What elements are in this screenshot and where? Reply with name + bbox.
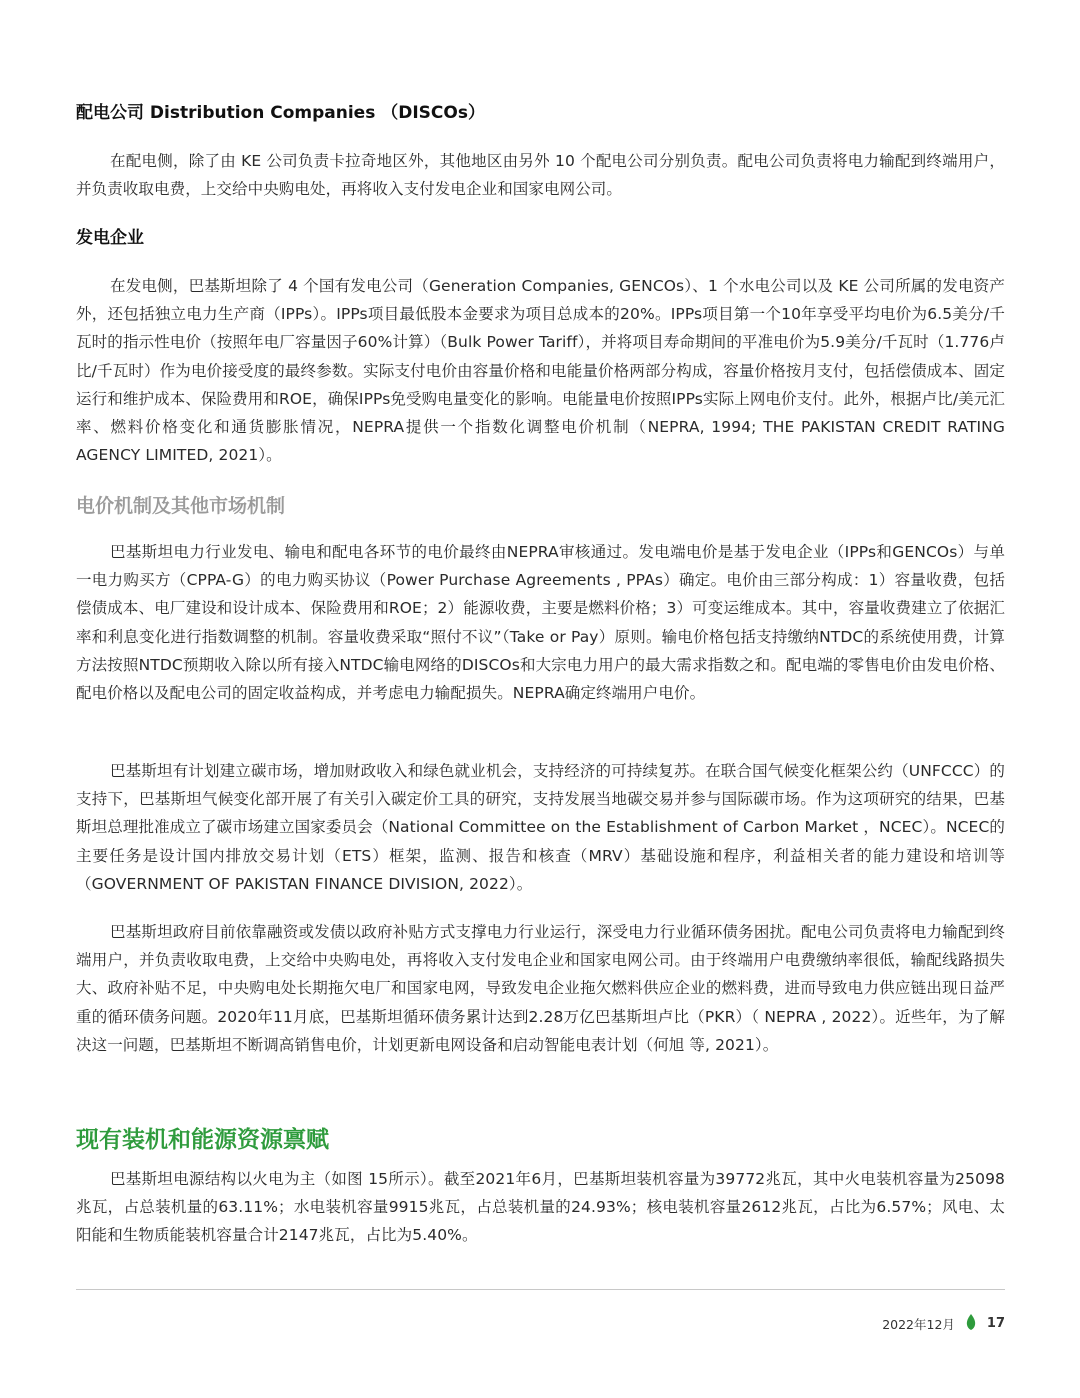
tariff-heading: 电价机制及其他市场机制	[76, 495, 286, 517]
tariff-paragraph-3: 巴基斯坦政府目前依靠融资或发债以政府补贴方式支撑电力行业运行，深受电力行业循环债务困扰。配电公司负责将电力输配到终端用户，并负责收取电费，上交给中央购电处，再将收入支付发电企业和国家电网公司。由于终端用户电费缴纳率很低，输配线路损失大、政府补贴不足，中央购电处长期拖欠电厂和国家电网，导致发电企业拖欠燃料供应企业的燃料费，进而导致电力供应链出现日益严重的循环债务问题。2020年11月底，巴基斯坦循环债务累计达到2.28万亿巴基斯坦卢比（PKR）（ NEPRA , 2022）。近些年，为了解决这一问题，巴基斯坦不断调高销售电价，计划更新电网设备和启动智能电表计划（何旭 等, 2021）。	[76, 923, 1005, 1054]
capacity-paragraph: 巴基斯坦电源结构以火电为主（如图 15所示）。截至2021年6月，巴基斯坦装机容量为39772兆瓦，其中火电装机容量为25098兆瓦，占总装机量的63.11%；水电装机容量9915兆瓦，占总装机量的24.93%；核电装机容量2612兆瓦，占比为6.57%；风电、太阳能和生物质能装机容量合计2147兆瓦，占比为5.40%。	[76, 1170, 1005, 1245]
leaf-icon-svg	[965, 1314, 977, 1330]
leaf-icon	[965, 1314, 977, 1333]
tariff-paragraph-2: 巴基斯坦有计划建立碳市场，增加财政收入和绿色就业机会，支持经济的可持续复苏。在联合国气候变化框架公约（UNFCCC）的支持下，巴基斯坦气候变化部开展了有关引入碳定价工具的研究，支持发展当地碳交易并参与国际碳市场。作为这项研究的结果，巴基斯坦总理批准成立了碳市场建立国家委员会（National Committee on the Establishment of Carbon Market ，NCEC）。NCEC的主要任务是设计国内排放交易计划（ETS）框架，监测、报告和核查（MRV）基础设施和程序，利益相关者的能力建设和培训等（GOVERNMENT OF PAKISTAN FINANCE DIVISION, 2022）。	[76, 762, 1005, 893]
footer-divider	[76, 1289, 1005, 1290]
tariff-paragraph-1: 巴基斯坦电力行业发电、输电和配电各环节的电价最终由NEPRA审核通过。发电端电价是基于发电企业（IPPs和GENCOs）与单一电力购买方（CPPA-G）的电力购买协议（Power Purchase Agreements , PPAs）确定。电价由三部分构成：1）容量收费，包括偿债成本、电厂建设和设计成本、保险费用和ROE；2）能源收费，主要是燃料价格；3）可变运维成本。其中，容量收费建立了依据汇率和利息变化进行指数调整的机制。容量收费采取“照付不议”（Take or Pay）原则。输电价格包括支持缴纳NTDC的系统使用费，计算方法按照NTDC预期收入除以所有接入NTDC输电网络的DISCOs和大宗电力用户的最大需求指数之和。配电端的零售电价由发电价格、配电价格以及配电公司的固定收益构成，并考虑电力输配损失。NEPRA确定终端用户电价。	[76, 543, 1005, 703]
gen-paragraph: 在发电侧，巴基斯坦除了 4 个国有发电公司（Generation Companies, GENCOs）、1 个水电公司以及 KE 公司所属的发电资产外，还包括独立电力生产商（IPPs）。IPPs项目最低股本金要求为项目总成本的20%。IPPs项目第一个10年享受平均电价为6.5美分/千瓦时的指示性电价（按照年电厂容量因子60%计算）（Bulk Power Tariff），并将项目寿命期间的平准电价为5.9美分/千瓦时（1.776卢比/千瓦时）作为电价接受度的最终参数。实际支付电价由容量价格和电能量价格两部分构成，容量价格按月支付，包括偿债成本、固定运行和维护成本、保险费用和ROE，确保IPPs免受购电量变化的影响。电能量电价按照IPPs实际上网电价支付。此外，根据卢比/美元汇率、燃料价格变化和通货膨胀情况，NEPRA提供一个指数化调整电价机制（NEPRA, 1994; THE PAKISTAN CREDIT RATING AGENCY LIMITED, 2021）。	[76, 277, 1005, 465]
page-number: 17	[986, 1316, 1005, 1331]
gen-heading: 发电企业	[76, 228, 144, 248]
discos-paragraph: 在配电侧，除了由 KE 公司负责卡拉奇地区外，其他地区由另外 10 个配电公司分别负责。配电公司负责将电力输配到终端用户，并负责收取电费，上交给中央购电处，再将收入支付发电企业和国家电网公司。	[76, 152, 1005, 199]
capacity-heading: 现有装机和能源资源禀赋	[76, 1127, 329, 1153]
discos-heading: 配电公司 Distribution Companies （DISCOs）	[76, 103, 485, 123]
footer-date: 2022年12月	[882, 1316, 955, 1332]
page-footer	[882, 1314, 1005, 1333]
